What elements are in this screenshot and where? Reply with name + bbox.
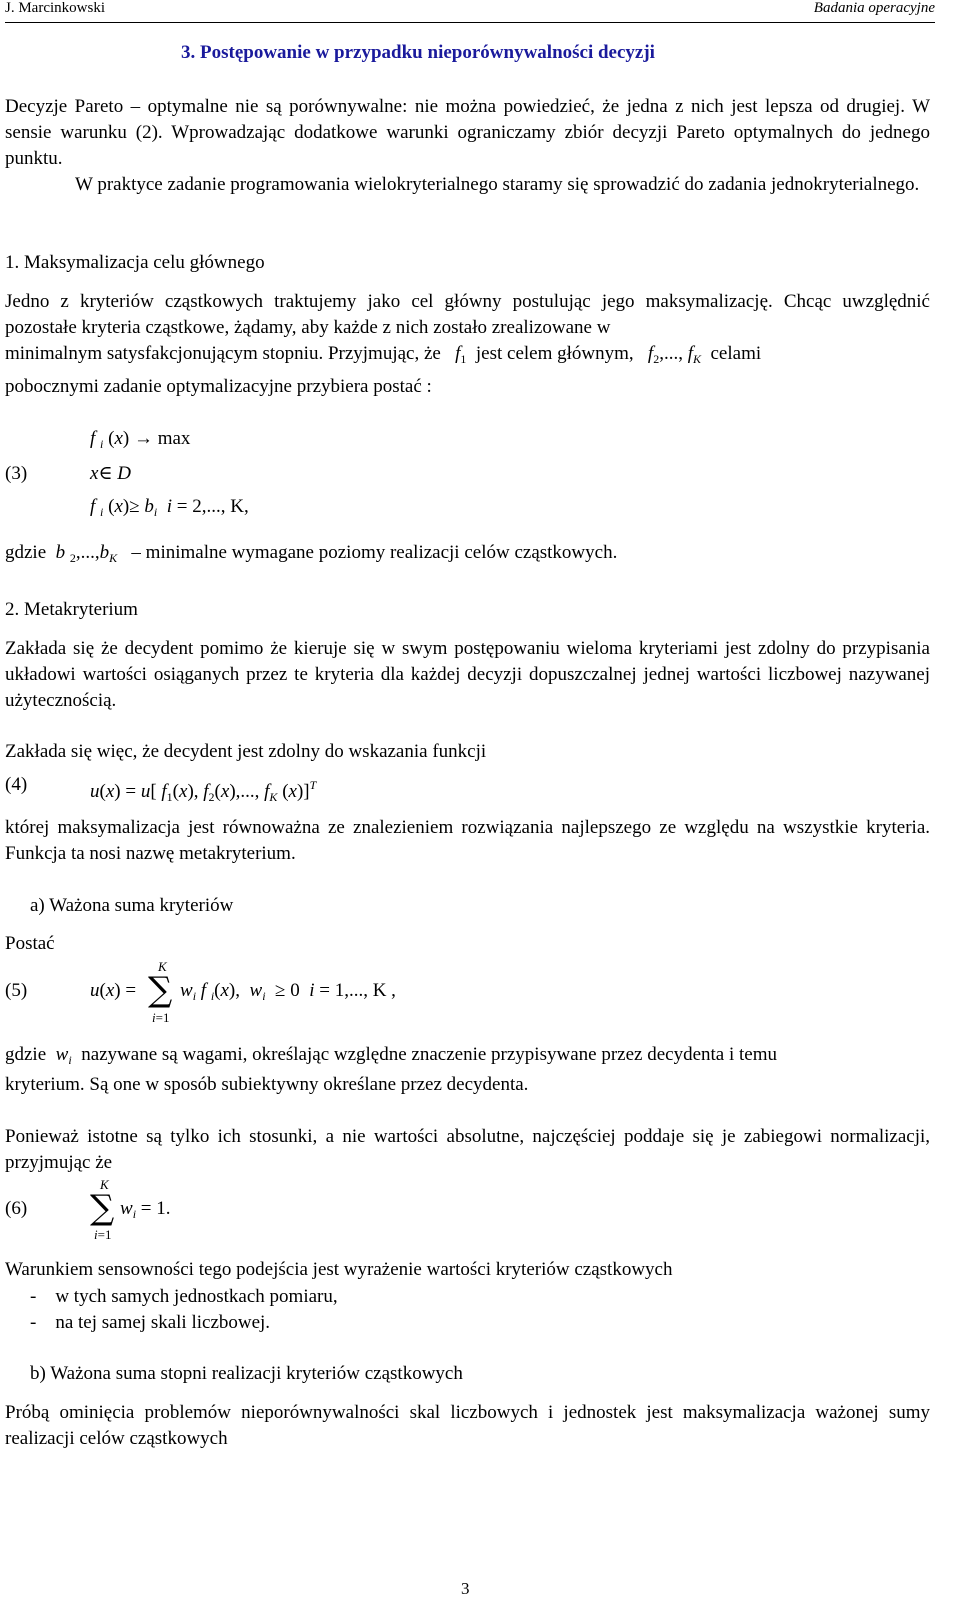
sum-lower-limit: i=1	[152, 1010, 170, 1025]
sum-lower-limit: i=1	[94, 1227, 112, 1242]
equation-line: u(x) =	[90, 980, 137, 1001]
paragraph-main-goal-line4: pobocznymi zadanie optymalizacyjne przybiera postać :	[5, 376, 432, 397]
header-author: J. Marcinkowski	[5, 0, 105, 16]
paragraph-realization: Próbą ominięcia problemów nieporównywalności skal liczbowych i jednostek jest maksymalizacja ważonej sumy realizacji celów cząstkowych	[5, 1402, 930, 1449]
paragraph-pareto: Decyzje Pareto – optymalne nie są porównywalne: nie można powiedzieć, że jedna z nich jest lepsza od drugiej. W sensie warunku (2). Wprowadzając dodatkowe warunki ograniczamy zbiór decyzji Pareto optymalnych do jednego punktu.	[5, 96, 930, 169]
sum-upper-limit: K	[158, 959, 167, 974]
text-fragment: celami	[710, 343, 762, 364]
paragraph-main-goal: Jedno z kryteriów cząstkowych traktujemy jako cel główny postulując jego maksymalizację. Chcąc uwzględnić pozostałe kryteria cząstkowe, żądamy, aby każde z nich zostało zrealizowane w	[5, 291, 930, 338]
subsection-weighted-sum: a) Ważona suma kryteriów	[30, 895, 234, 916]
subsection-main-goal: 1. Maksymalizacja celu głównego	[5, 252, 265, 273]
paragraph-main-goal-line3: minimalnym satysfakcjonującym stopniu. Przyjmując, że $f_1$ jest celem głównym, $f_2$,..., $f_K$ celami	[5, 343, 762, 366]
text-fragment: minimalnym satysfakcjonującym stopniu. Przyjmując, że	[5, 343, 441, 364]
page-number: 3	[461, 1579, 470, 1598]
equation-line: f $_i$ (x) → max	[90, 428, 191, 451]
label-form: Postać	[5, 933, 55, 954]
equation-line: u(x) = u[ $f_1(x)$, $f_2(x)$,..., $f_K$ (x)]$^T$	[90, 778, 317, 804]
sum-upper-limit: K	[100, 1177, 109, 1192]
equation-number: (3)	[5, 463, 28, 484]
section-title: 3. Postępowanie w przypadku nieporównywalności decyzji	[181, 42, 655, 63]
equation-line: $w_i = 1$.	[120, 1198, 171, 1221]
paragraph-weights: gdzie $w_i$ nazywane są wagami, określając względne znaczenie przypisywane przez decydenta i temu	[5, 1044, 777, 1067]
text-fragment: jest celem głównym,	[475, 343, 634, 364]
text-fragment: w tych samych jednostkach pomiaru,	[55, 1286, 338, 1307]
text-fragment: 0	[290, 980, 300, 1001]
text-fragment: = 2,..., K,	[176, 496, 249, 517]
sum-symbol: ∑	[90, 1188, 115, 1228]
subsection-realization-sum: b) Ważona suma stopni realizacji kryteriów cząstkowych	[30, 1363, 463, 1384]
text-fragment: gdzie	[5, 542, 47, 563]
paragraph-utility: Zakłada się że decydent pomimo że kieruje się w swym postępowaniu wieloma kryteriami jest zdolny do przypisania układowi wartości osiąganych przez te kryteria dla każdej decyzji dopuszczalnej jednej wartości liczbowej nazywanej użytecznością.	[5, 638, 930, 711]
paragraph-practice: W praktyce zadanie programowania wielokryterialnego staramy się sprowadzić do zadania jednokryterialnego.	[75, 174, 920, 195]
header-course: Badania operacyjne	[813, 0, 935, 16]
text-fragment: na tej samej skali liczbowej.	[55, 1312, 271, 1333]
text-fragment: gdzie	[5, 1044, 47, 1065]
paragraph-sensibility: Warunkiem sensowności tego podejścia jest wyrażenie wartości kryteriów cząstkowych	[5, 1259, 673, 1280]
equation-number: (6)	[5, 1198, 28, 1219]
paragraph-metacriterion: której maksymalizacja jest równoważna ze znalezieniem rozwiązania najlepszego ze względu na wszystkie kryteria. Funkcja ta nosi nazwę metakryterium.	[5, 817, 930, 864]
equation-line: x∈ D	[90, 463, 131, 484]
equation-number: (4)	[5, 774, 28, 795]
equation-line: $w_i$ f $_i$(x), $w_i \ge 0$ i = 1,..., K ,	[180, 980, 396, 1003]
paragraph-weights-line2: kryterium. Są one w sposób subiektywny określane przez decydenta.	[5, 1074, 529, 1095]
subsection-metacriterion: 2. Metakryterium	[5, 599, 138, 620]
text-fragment: max	[157, 428, 191, 449]
equation-line: f $_i$ $(x)\ge b_i$ i = 2,..., K,	[90, 496, 249, 519]
text-fragment: minimalne wymagane poziomy realizacji celów cząstkowych.	[145, 542, 618, 563]
paragraph-function: Zakłada się więc, że decydent jest zdolny do wskazania funkcji	[5, 741, 487, 762]
text-fragment: = 1,..., K ,	[319, 980, 396, 1001]
definition-b: gdzie b $_2,...,b_K$ – minimalne wymagane poziomy realizacji celów cząstkowych.	[5, 542, 618, 565]
text-fragment: nazywane są wagami, określając względne znaczenie przypisywane przez decydenta i temu	[81, 1044, 777, 1065]
paragraph-normalization: Ponieważ istotne są tylko ich stosunki, a nie wartości absolutne, najczęściej poddaje się je zabiegowi normalizacji, przyjmując że	[5, 1126, 930, 1173]
list-item: - na tej samej skali liczbowej.	[30, 1312, 271, 1333]
sum-symbol: ∑	[148, 970, 173, 1010]
equation-number: (5)	[5, 980, 28, 1001]
running-header	[5, 0, 935, 23]
list-item: - w tych samych jednostkach pomiaru,	[30, 1286, 338, 1307]
text-fragment: = 1.	[140, 1198, 171, 1219]
